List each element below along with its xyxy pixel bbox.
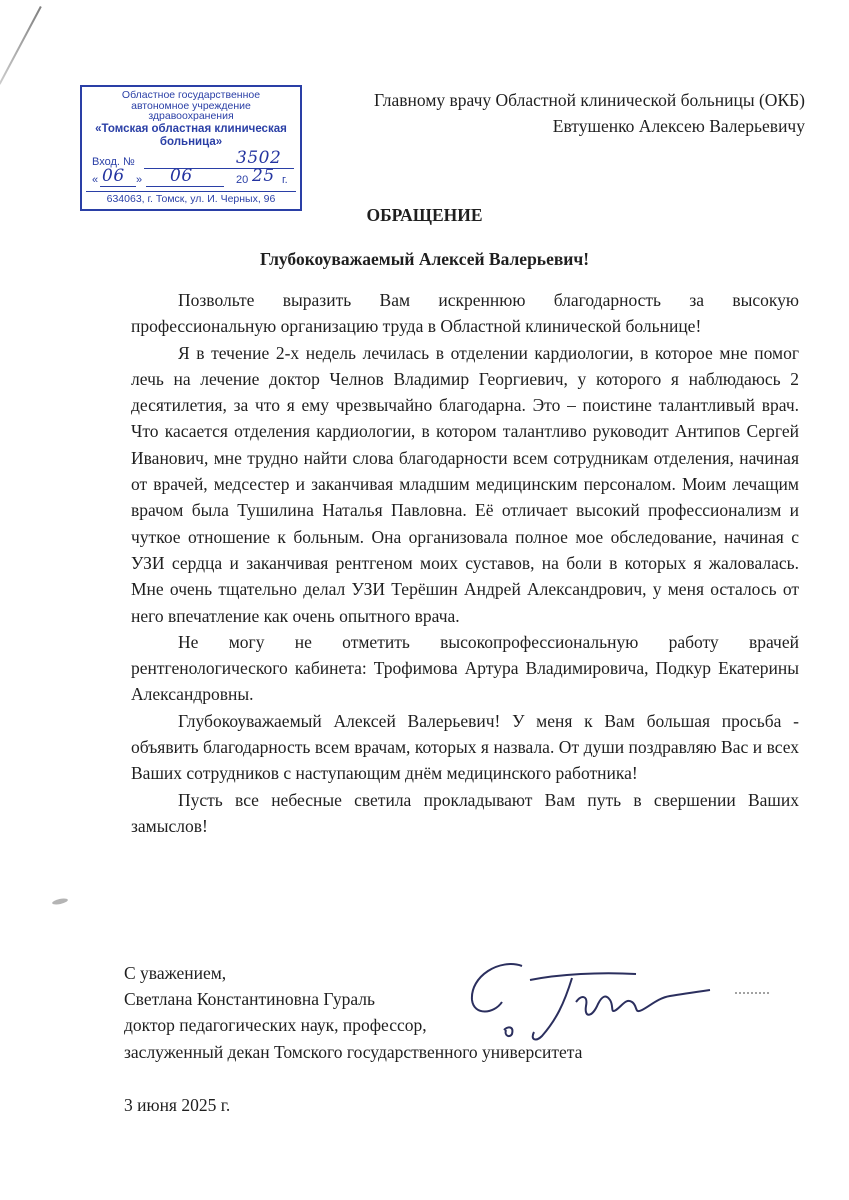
stamp-hospital-name: «Томская областная клиническая	[95, 122, 287, 135]
stamp-entry-label: Вход. №	[92, 155, 135, 168]
letter-body	[131, 287, 799, 839]
letter-date: 3 июня 2025 г.	[124, 1095, 231, 1115]
stamp-org-line: Областное государственное	[121, 89, 261, 101]
handwritten-signature	[460, 944, 720, 1054]
stamp-hospital-name: больница»	[159, 135, 223, 148]
stamp-org-line: автономное учреждение	[131, 99, 251, 112]
scan-speck	[735, 992, 769, 997]
author-position: заслуженный декан Томского государственного университета	[124, 1041, 583, 1062]
author-name: Светлана Константиновна Гураль	[124, 989, 375, 1010]
stamp-date-day: 06	[102, 165, 125, 186]
scan-speck	[52, 897, 69, 905]
greeting: Глубокоуважаемый Алексей Валерьевич!	[259, 249, 590, 269]
regards-line: С уважением,	[124, 963, 227, 983]
addressee-block	[374, 87, 805, 139]
addressee-line: Главному врачу Областной клинической больницы (ОКБ)	[373, 90, 805, 110]
addressee-line: Евтушенко Алексею Валерьевичу	[552, 116, 805, 136]
paragraph: Пусть все небесные светила прокладывают Вам путь в свершении Ваших замыслов!	[131, 789, 799, 836]
stamp-date-row: « 06 » 06 20 25 г.	[92, 165, 288, 186]
stamp-date-year: 25	[252, 165, 275, 186]
paragraph: Не могу не отметить высокопрофессиональную работу врачей рентгенологического кабинета: Трофимова Артура Владимировича, Подкур Екатерины Александровны.	[131, 631, 799, 705]
scan-artifact-line	[0, 6, 42, 85]
registration-stamp	[80, 85, 302, 211]
stamp-address: 634063, г. Томск, ул. И. Черных, 96	[86, 191, 296, 205]
stamp-entry-number: 3502	[236, 147, 282, 168]
paragraph: Я в течение 2-х недель лечилась в отделении кардиологии, в которое мне помог лечь на лечение доктор Челнов Владимир Георгиевич, у которого я наблюдаюсь 2 десятилетия, за что я ему чрезвычайно благодарна. Это – поистине талантливый врач. Что касается отделения кардиологии, в котором талантливо руководит Антипов Сергей Иванович, мне трудно найти слова благодарности всем сотрудникам отделения, начиная от врачей, медсестер и заканчивая младшим медицинским персоналом. Моим лечащим врачом была Тушилина Наталья Павловна. Её отличает высокий профессионализм и чуткое отношение к больным. Она организовала полное мое обследование, начиная с УЗИ сердца и заканчивая рентгеном моих суставов, на боли в которых я жаловалась. Мне очень тщательно делал УЗИ Терёшин Андрей Александрович, у меня осталось от него впечатление как очень опытного врача.	[131, 342, 799, 626]
paragraph: Глубокоуважаемый Алексей Валерьевич! У меня к Вам большая просьба - объявить благодарность всем врачам, которых я назвала. От души поздравляю Вас и всех Ваших сотрудников с наступающим днём медицинского работника!	[131, 710, 799, 784]
paragraph: Позвольте выразить Вам искреннюю благодарность за высокую профессиональную организацию труда в Областной клинической больнице!	[131, 290, 799, 337]
document-title: ОБРАЩЕНИЕ	[366, 205, 483, 225]
stamp-date-month: 06	[170, 165, 193, 186]
author-degree: доктор педагогических наук, профессор,	[124, 1015, 427, 1036]
stamp-org-line: здравоохранения	[148, 110, 234, 122]
